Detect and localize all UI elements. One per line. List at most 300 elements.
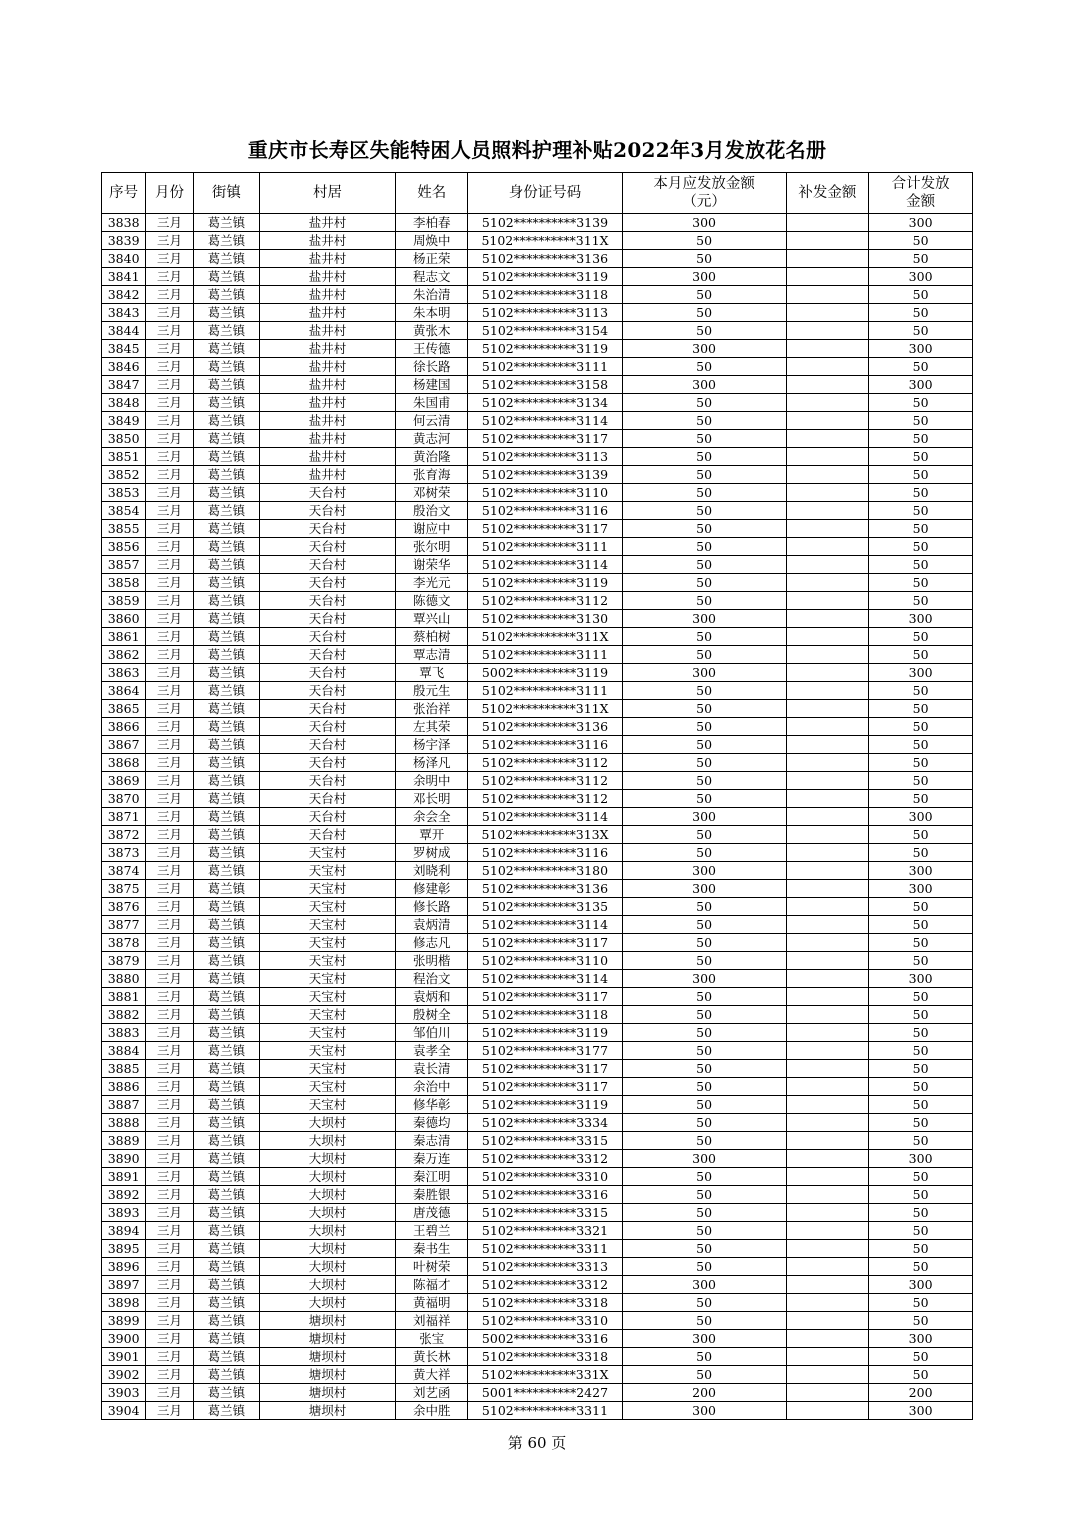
seq-cell: 3901 (102, 1348, 146, 1366)
month-cell: 三月 (146, 1024, 193, 1042)
supplement-cell (786, 214, 869, 232)
amount-cell: 50 (622, 250, 786, 268)
seq-cell: 3858 (102, 574, 146, 592)
amount-cell: 50 (622, 952, 786, 970)
id-cell: 5102**********3136 (468, 718, 622, 736)
id-cell: 5102**********3117 (468, 520, 622, 538)
town-cell: 葛兰镇 (193, 1132, 259, 1150)
seq-cell: 3883 (102, 1024, 146, 1042)
total-cell: 50 (869, 898, 973, 916)
header-name: 姓名 (395, 173, 467, 214)
total-cell: 50 (869, 466, 973, 484)
table-row (102, 232, 973, 250)
seq-cell: 3876 (102, 898, 146, 916)
month-cell: 三月 (146, 1348, 193, 1366)
supplement-cell (786, 430, 869, 448)
supplement-cell (786, 538, 869, 556)
seq-cell: 3845 (102, 340, 146, 358)
id-cell: 5102**********3114 (468, 556, 622, 574)
month-cell: 三月 (146, 952, 193, 970)
month-cell: 三月 (146, 268, 193, 286)
town-cell: 葛兰镇 (193, 988, 259, 1006)
total-cell: 300 (869, 1276, 973, 1294)
village-cell: 大坝村 (260, 1150, 396, 1168)
supplement-cell (786, 412, 869, 430)
name-cell: 覃志清 (395, 646, 467, 664)
village-cell: 盐井村 (260, 268, 396, 286)
seq-cell: 3851 (102, 448, 146, 466)
month-cell: 三月 (146, 1240, 193, 1258)
amount-cell: 50 (622, 538, 786, 556)
id-cell: 5102**********3311 (468, 1402, 622, 1420)
name-cell: 蔡柏树 (395, 628, 467, 646)
name-cell: 袁长清 (395, 1060, 467, 1078)
id-cell: 5102**********3312 (468, 1276, 622, 1294)
name-cell: 刘艺函 (395, 1384, 467, 1402)
page-title: 重庆市长寿区失能特困人员照料护理补贴2022年3月发放花名册 (247, 138, 827, 162)
name-cell: 黄大祥 (395, 1366, 467, 1384)
table-row (102, 1024, 973, 1042)
month-cell: 三月 (146, 304, 193, 322)
name-cell: 覃兴山 (395, 610, 467, 628)
amount-cell: 50 (622, 412, 786, 430)
name-cell: 秦志清 (395, 1132, 467, 1150)
town-cell: 葛兰镇 (193, 340, 259, 358)
total-cell: 300 (869, 862, 973, 880)
table-row (102, 772, 973, 790)
seq-cell: 3856 (102, 538, 146, 556)
supplement-cell (786, 880, 869, 898)
table-row (102, 1312, 973, 1330)
village-cell: 天台村 (260, 754, 396, 772)
table-row (102, 1096, 973, 1114)
id-cell: 5102**********3134 (468, 394, 622, 412)
month-cell: 三月 (146, 448, 193, 466)
total-cell: 50 (869, 1006, 973, 1024)
village-cell: 盐井村 (260, 250, 396, 268)
name-cell: 唐茂德 (395, 1204, 467, 1222)
supplement-cell (786, 772, 869, 790)
seq-cell: 3886 (102, 1078, 146, 1096)
header-town: 街镇 (193, 173, 259, 214)
id-cell: 5102**********3135 (468, 898, 622, 916)
amount-cell: 50 (622, 1222, 786, 1240)
table-row (102, 1330, 973, 1348)
village-cell: 天台村 (260, 736, 396, 754)
total-cell: 200 (869, 1384, 973, 1402)
total-cell: 300 (869, 1402, 973, 1420)
month-cell: 三月 (146, 376, 193, 394)
town-cell: 葛兰镇 (193, 430, 259, 448)
month-cell: 三月 (146, 880, 193, 898)
amount-cell: 50 (622, 1114, 786, 1132)
table-row (102, 214, 973, 232)
village-cell: 天宝村 (260, 1096, 396, 1114)
amount-cell: 50 (622, 592, 786, 610)
id-cell: 5102**********3113 (468, 304, 622, 322)
id-cell: 5102**********3139 (468, 214, 622, 232)
name-cell: 余明中 (395, 772, 467, 790)
month-cell: 三月 (146, 466, 193, 484)
amount-cell: 50 (622, 826, 786, 844)
name-cell: 黄长林 (395, 1348, 467, 1366)
name-cell: 余会全 (395, 808, 467, 826)
id-cell: 5102**********3117 (468, 988, 622, 1006)
total-cell: 50 (869, 1186, 973, 1204)
total-cell: 50 (869, 1114, 973, 1132)
amount-cell: 50 (622, 934, 786, 952)
seq-cell: 3880 (102, 970, 146, 988)
month-cell: 三月 (146, 898, 193, 916)
supplement-cell (786, 466, 869, 484)
table-row (102, 934, 973, 952)
amount-cell: 300 (622, 664, 786, 682)
name-cell: 朱本明 (395, 304, 467, 322)
supplement-cell (786, 520, 869, 538)
total-cell: 50 (869, 934, 973, 952)
name-cell: 杨建国 (395, 376, 467, 394)
supplement-cell (786, 664, 869, 682)
amount-cell: 50 (622, 322, 786, 340)
month-cell: 三月 (146, 286, 193, 304)
total-cell: 300 (869, 1330, 973, 1348)
town-cell: 葛兰镇 (193, 934, 259, 952)
town-cell: 葛兰镇 (193, 412, 259, 430)
seq-cell: 3887 (102, 1096, 146, 1114)
name-cell: 周焕中 (395, 232, 467, 250)
town-cell: 葛兰镇 (193, 952, 259, 970)
seq-cell: 3850 (102, 430, 146, 448)
seq-cell: 3867 (102, 736, 146, 754)
village-cell: 天台村 (260, 610, 396, 628)
page-number: 第 60 页 (507, 1434, 567, 1452)
total-cell: 50 (869, 412, 973, 430)
village-cell: 天台村 (260, 682, 396, 700)
town-cell: 葛兰镇 (193, 592, 259, 610)
table-row (102, 754, 973, 772)
table-row (102, 988, 973, 1006)
month-cell: 三月 (146, 556, 193, 574)
supplement-cell (786, 808, 869, 826)
table-row (102, 1132, 973, 1150)
town-cell: 葛兰镇 (193, 448, 259, 466)
town-cell: 葛兰镇 (193, 322, 259, 340)
total-cell: 50 (869, 430, 973, 448)
amount-cell: 50 (622, 1204, 786, 1222)
amount-cell: 50 (622, 1132, 786, 1150)
supplement-cell (786, 1132, 869, 1150)
total-cell: 300 (869, 1150, 973, 1168)
total-cell: 50 (869, 250, 973, 268)
town-cell: 葛兰镇 (193, 862, 259, 880)
amount-cell: 300 (622, 376, 786, 394)
name-cell: 邹伯川 (395, 1024, 467, 1042)
name-cell: 黄志河 (395, 430, 467, 448)
id-cell: 5102**********3119 (468, 574, 622, 592)
supplement-cell (786, 898, 869, 916)
table-row (102, 952, 973, 970)
total-cell: 50 (869, 556, 973, 574)
total-cell: 300 (869, 808, 973, 826)
town-cell: 葛兰镇 (193, 1222, 259, 1240)
amount-cell: 50 (622, 1168, 786, 1186)
supplement-cell (786, 1402, 869, 1420)
table-row (102, 970, 973, 988)
total-cell: 50 (869, 286, 973, 304)
month-cell: 三月 (146, 340, 193, 358)
village-cell: 天台村 (260, 718, 396, 736)
seq-cell: 3878 (102, 934, 146, 952)
seq-cell: 3902 (102, 1366, 146, 1384)
supplement-cell (786, 754, 869, 772)
id-cell: 5102**********3154 (468, 322, 622, 340)
month-cell: 三月 (146, 610, 193, 628)
name-cell: 修志凡 (395, 934, 467, 952)
id-cell: 5001**********2427 (468, 1384, 622, 1402)
supplement-cell (786, 1294, 869, 1312)
month-cell: 三月 (146, 1294, 193, 1312)
table-row (102, 1078, 973, 1096)
amount-cell: 300 (622, 970, 786, 988)
table-row (102, 1168, 973, 1186)
village-cell: 天台村 (260, 646, 396, 664)
name-cell: 杨宇泽 (395, 736, 467, 754)
name-cell: 袁孝全 (395, 1042, 467, 1060)
amount-cell: 50 (622, 556, 786, 574)
table-row (102, 1276, 973, 1294)
seq-cell: 3873 (102, 844, 146, 862)
month-cell: 三月 (146, 1006, 193, 1024)
village-cell: 天台村 (260, 628, 396, 646)
table-row (102, 556, 973, 574)
month-cell: 三月 (146, 754, 193, 772)
town-cell: 葛兰镇 (193, 232, 259, 250)
village-cell: 天台村 (260, 484, 396, 502)
header-amount-line1: 本月应发放金额 (653, 176, 755, 192)
month-cell: 三月 (146, 1078, 193, 1096)
id-cell: 5102**********3116 (468, 736, 622, 754)
town-cell: 葛兰镇 (193, 1042, 259, 1060)
id-cell: 5102**********3110 (468, 952, 622, 970)
name-cell: 黄张木 (395, 322, 467, 340)
total-cell: 50 (869, 754, 973, 772)
total-cell: 50 (869, 304, 973, 322)
month-cell: 三月 (146, 322, 193, 340)
seq-cell: 3846 (102, 358, 146, 376)
month-cell: 三月 (146, 1204, 193, 1222)
amount-cell: 50 (622, 916, 786, 934)
amount-cell: 50 (622, 1006, 786, 1024)
town-cell: 葛兰镇 (193, 556, 259, 574)
id-cell: 5102**********3318 (468, 1348, 622, 1366)
supplement-cell (786, 700, 869, 718)
town-cell: 葛兰镇 (193, 214, 259, 232)
village-cell: 天台村 (260, 502, 396, 520)
supplement-cell (786, 1096, 869, 1114)
supplement-cell (786, 1150, 869, 1168)
amount-cell: 50 (622, 628, 786, 646)
supplement-cell (786, 1276, 869, 1294)
month-cell: 三月 (146, 484, 193, 502)
village-cell: 天宝村 (260, 952, 396, 970)
amount-cell: 50 (622, 1240, 786, 1258)
town-cell: 葛兰镇 (193, 970, 259, 988)
amount-cell: 50 (622, 466, 786, 484)
total-cell: 50 (869, 358, 973, 376)
table-row (102, 736, 973, 754)
town-cell: 葛兰镇 (193, 376, 259, 394)
amount-cell: 200 (622, 1384, 786, 1402)
roster-table (101, 172, 973, 1420)
name-cell: 修华彰 (395, 1096, 467, 1114)
month-cell: 三月 (146, 682, 193, 700)
id-cell: 5102**********3119 (468, 340, 622, 358)
id-cell: 5102**********311X (468, 700, 622, 718)
name-cell: 张育海 (395, 466, 467, 484)
name-cell: 覃开 (395, 826, 467, 844)
month-cell: 三月 (146, 862, 193, 880)
village-cell: 盐井村 (260, 466, 396, 484)
table-row (102, 358, 973, 376)
seq-cell: 3899 (102, 1312, 146, 1330)
name-cell: 秦万连 (395, 1150, 467, 1168)
id-cell: 5102**********3117 (468, 430, 622, 448)
village-cell: 塘坝村 (260, 1330, 396, 1348)
village-cell: 天宝村 (260, 862, 396, 880)
seq-cell: 3872 (102, 826, 146, 844)
table-row (102, 520, 973, 538)
supplement-cell (786, 1006, 869, 1024)
table-row (102, 862, 973, 880)
table-row (102, 718, 973, 736)
town-cell: 葛兰镇 (193, 1024, 259, 1042)
supplement-cell (786, 556, 869, 574)
month-cell: 三月 (146, 1312, 193, 1330)
name-cell: 刘福祥 (395, 1312, 467, 1330)
id-cell: 5102**********3114 (468, 412, 622, 430)
seq-cell: 3869 (102, 772, 146, 790)
supplement-cell (786, 1114, 869, 1132)
total-cell: 50 (869, 628, 973, 646)
month-cell: 三月 (146, 736, 193, 754)
village-cell: 天宝村 (260, 1042, 396, 1060)
table-row (102, 322, 973, 340)
total-cell: 50 (869, 1312, 973, 1330)
seq-cell: 3904 (102, 1402, 146, 1420)
seq-cell: 3897 (102, 1276, 146, 1294)
total-cell: 300 (869, 214, 973, 232)
seq-cell: 3874 (102, 862, 146, 880)
name-cell: 谢荣华 (395, 556, 467, 574)
village-cell: 大坝村 (260, 1204, 396, 1222)
total-cell: 50 (869, 1258, 973, 1276)
town-cell: 葛兰镇 (193, 1114, 259, 1132)
header-id: 身份证号码 (468, 173, 622, 214)
town-cell: 葛兰镇 (193, 682, 259, 700)
table-row (102, 898, 973, 916)
village-cell: 盐井村 (260, 430, 396, 448)
table-row (102, 1042, 973, 1060)
table-row (102, 376, 973, 394)
name-cell: 何云清 (395, 412, 467, 430)
town-cell: 葛兰镇 (193, 484, 259, 502)
seq-cell: 3847 (102, 376, 146, 394)
seq-cell: 3864 (102, 682, 146, 700)
total-cell: 300 (869, 664, 973, 682)
amount-cell: 300 (622, 808, 786, 826)
name-cell: 杨泽凡 (395, 754, 467, 772)
table-row (102, 916, 973, 934)
town-cell: 葛兰镇 (193, 664, 259, 682)
supplement-cell (786, 1366, 869, 1384)
seq-cell: 3848 (102, 394, 146, 412)
month-cell: 三月 (146, 1186, 193, 1204)
total-cell: 50 (869, 1168, 973, 1186)
table-row (102, 340, 973, 358)
name-cell: 余中胜 (395, 1402, 467, 1420)
id-cell: 5102**********3119 (468, 1024, 622, 1042)
total-cell: 50 (869, 574, 973, 592)
total-cell: 50 (869, 1294, 973, 1312)
month-cell: 三月 (146, 718, 193, 736)
village-cell: 大坝村 (260, 1258, 396, 1276)
header-total-line2: 金额 (906, 194, 936, 210)
table-row (102, 286, 973, 304)
name-cell: 叶树荣 (395, 1258, 467, 1276)
id-cell: 5102**********3158 (468, 376, 622, 394)
amount-cell: 300 (622, 214, 786, 232)
total-cell: 50 (869, 1348, 973, 1366)
village-cell: 天台村 (260, 574, 396, 592)
village-cell: 塘坝村 (260, 1384, 396, 1402)
total-cell: 50 (869, 826, 973, 844)
amount-cell: 50 (622, 232, 786, 250)
name-cell: 王传德 (395, 340, 467, 358)
name-cell: 刘晓利 (395, 862, 467, 880)
town-cell: 葛兰镇 (193, 502, 259, 520)
village-cell: 天台村 (260, 520, 396, 538)
table-row (102, 808, 973, 826)
table-row (102, 394, 973, 412)
month-cell: 三月 (146, 664, 193, 682)
id-cell: 5102**********3116 (468, 502, 622, 520)
id-cell: 5102**********3117 (468, 1060, 622, 1078)
seq-cell: 3844 (102, 322, 146, 340)
total-cell: 50 (869, 844, 973, 862)
town-cell: 葛兰镇 (193, 1366, 259, 1384)
seq-cell: 3898 (102, 1294, 146, 1312)
supplement-cell (786, 1384, 869, 1402)
amount-cell: 50 (622, 394, 786, 412)
id-cell: 5102**********3111 (468, 538, 622, 556)
name-cell: 余治中 (395, 1078, 467, 1096)
name-cell: 谢应中 (395, 520, 467, 538)
id-cell: 5102**********3316 (468, 1186, 622, 1204)
month-cell: 三月 (146, 916, 193, 934)
amount-cell: 50 (622, 1348, 786, 1366)
supplement-cell (786, 592, 869, 610)
supplement-cell (786, 934, 869, 952)
village-cell: 天台村 (260, 538, 396, 556)
seq-cell: 3882 (102, 1006, 146, 1024)
month-cell: 三月 (146, 520, 193, 538)
amount-cell: 50 (622, 1078, 786, 1096)
month-cell: 三月 (146, 1042, 193, 1060)
supplement-cell (786, 484, 869, 502)
town-cell: 葛兰镇 (193, 250, 259, 268)
month-cell: 三月 (146, 1258, 193, 1276)
table-row (102, 1222, 973, 1240)
